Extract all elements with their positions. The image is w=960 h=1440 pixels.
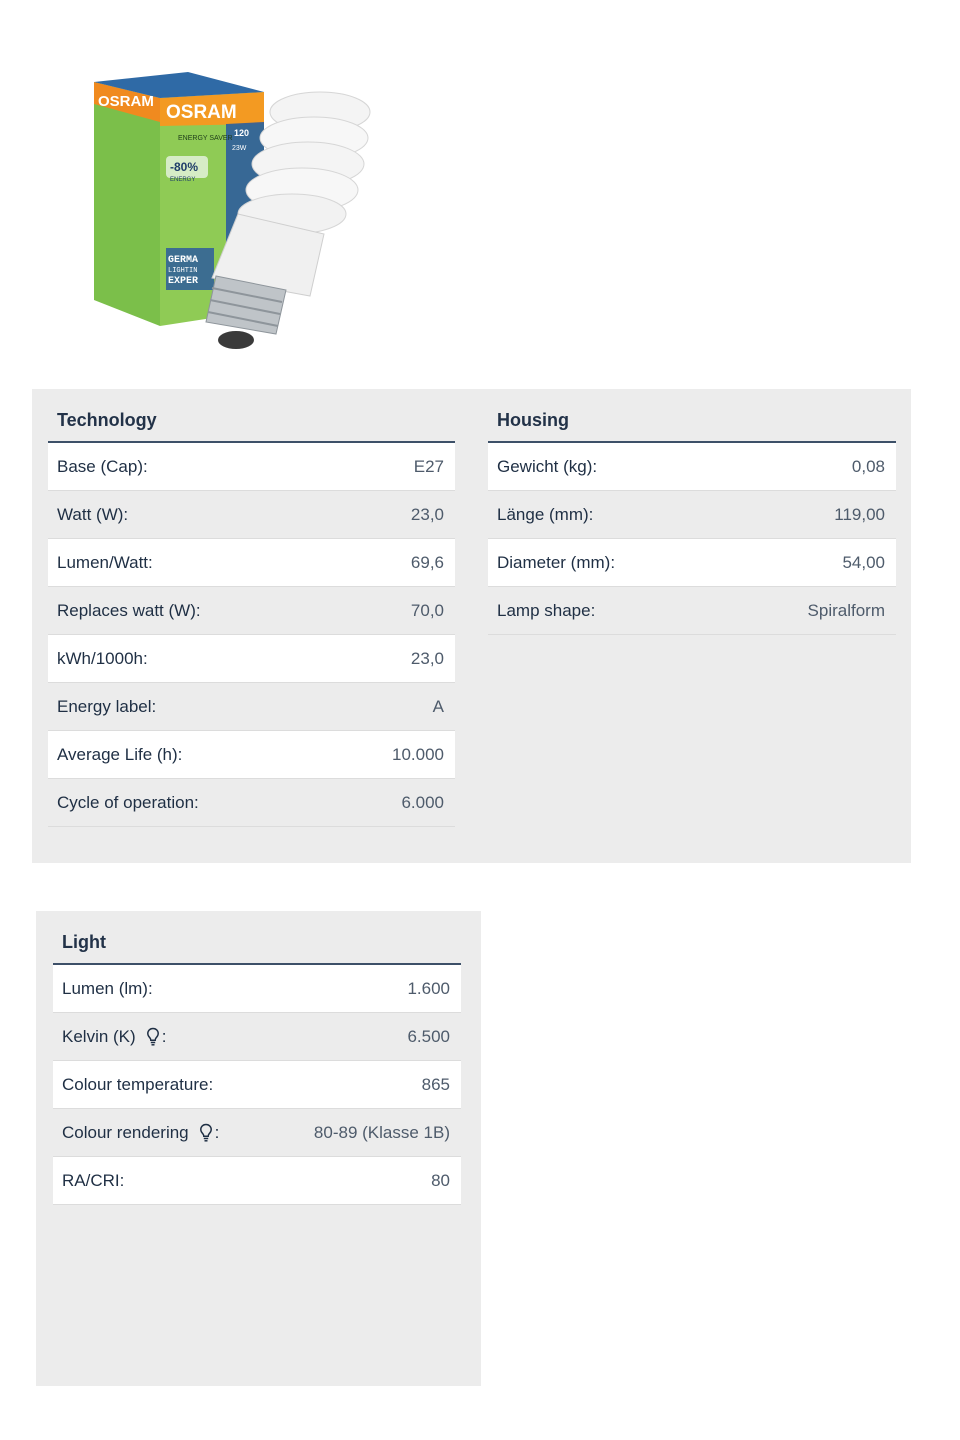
table-row xyxy=(53,965,461,1013)
row-value: 865 xyxy=(421,1074,450,1094)
row-label: Kelvin (K) xyxy=(62,1026,136,1046)
svg-text:ENERGY SAVER: ENERGY SAVER xyxy=(178,135,233,142)
table-row xyxy=(488,491,896,539)
row-value: 1.600 xyxy=(407,978,450,998)
svg-text:GERMA: GERMA xyxy=(168,255,199,266)
row-value: 80 xyxy=(431,1170,450,1190)
row-label: Lumen (lm): xyxy=(62,978,153,998)
technology-section xyxy=(48,389,455,827)
light-panel xyxy=(36,911,481,1386)
table-row xyxy=(48,587,455,635)
table-row xyxy=(48,683,455,731)
row-label: Lamp shape: xyxy=(497,600,596,620)
svg-text:120: 120 xyxy=(234,128,250,138)
row-label: Colour rendering xyxy=(62,1122,189,1142)
table-row xyxy=(48,731,455,779)
svg-text:OSRAM: OSRAM xyxy=(98,93,154,110)
row-value: 69,6 xyxy=(410,552,444,572)
row-label-group xyxy=(62,1123,219,1143)
svg-text:EXPER: EXPER xyxy=(168,276,199,287)
specs-panel xyxy=(32,389,911,863)
row-label: Länge (mm): xyxy=(497,504,594,524)
table-row xyxy=(53,1061,461,1109)
technology-title: Technology xyxy=(48,389,455,443)
row-label: Base (Cap): xyxy=(57,456,148,476)
row-value: 23,0 xyxy=(410,648,444,668)
row-label: Cycle of operation: xyxy=(57,792,199,812)
row-value: 6.500 xyxy=(407,1026,450,1046)
light-title: Light xyxy=(53,911,461,965)
row-value: 0,08 xyxy=(851,456,885,476)
table-row xyxy=(488,539,896,587)
svg-text:-80%: -80% xyxy=(170,160,199,174)
row-label-suffix: : xyxy=(161,1026,167,1046)
table-row xyxy=(53,1109,461,1157)
row-label: Energy label: xyxy=(57,696,157,716)
row-value: 80-89 (Klasse 1B) xyxy=(313,1122,450,1142)
table-row xyxy=(48,539,455,587)
svg-text:OSRAM: OSRAM xyxy=(166,102,237,123)
svg-text:23W: 23W xyxy=(232,145,247,152)
table-row xyxy=(53,1157,461,1205)
svg-text:LIGHTIN: LIGHTIN xyxy=(168,267,198,275)
row-label: Gewicht (kg): xyxy=(497,456,598,476)
row-value: 23,0 xyxy=(410,504,444,524)
row-label-suffix: : xyxy=(214,1122,220,1142)
product-image xyxy=(88,64,388,360)
light-section xyxy=(53,911,461,1205)
table-row xyxy=(48,779,455,827)
row-label: RA/CRI: xyxy=(62,1170,125,1190)
row-label: Colour temperature: xyxy=(62,1074,214,1094)
table-row xyxy=(48,443,455,491)
row-value: 10.000 xyxy=(392,744,444,764)
row-label: Diameter (mm): xyxy=(497,552,616,572)
row-label-group xyxy=(62,1027,166,1047)
row-value: 6.000 xyxy=(401,792,444,812)
svg-text:ENERGY: ENERGY xyxy=(170,177,196,183)
table-row xyxy=(488,443,896,491)
housing-section xyxy=(488,389,896,635)
table-row xyxy=(53,1013,461,1061)
row-value: 119,00 xyxy=(834,504,885,524)
housing-title: Housing xyxy=(488,389,896,443)
row-value: A xyxy=(432,696,444,716)
row-label: Lumen/Watt: xyxy=(57,552,153,572)
row-label: kWh/1000h: xyxy=(57,648,148,668)
lightbulb-icon[interactable] xyxy=(199,1123,213,1143)
table-row xyxy=(488,587,896,635)
table-row xyxy=(48,635,455,683)
row-label: Average Life (h): xyxy=(57,744,183,764)
row-value: 70,0 xyxy=(410,600,444,620)
row-value: Spiralform xyxy=(807,600,885,620)
lightbulb-icon[interactable] xyxy=(146,1027,160,1047)
row-label: Replaces watt (W): xyxy=(57,600,201,620)
row-value: 54,00 xyxy=(842,552,885,572)
row-value: E27 xyxy=(413,456,444,476)
table-row xyxy=(48,491,455,539)
row-label: Watt (W): xyxy=(57,504,129,524)
